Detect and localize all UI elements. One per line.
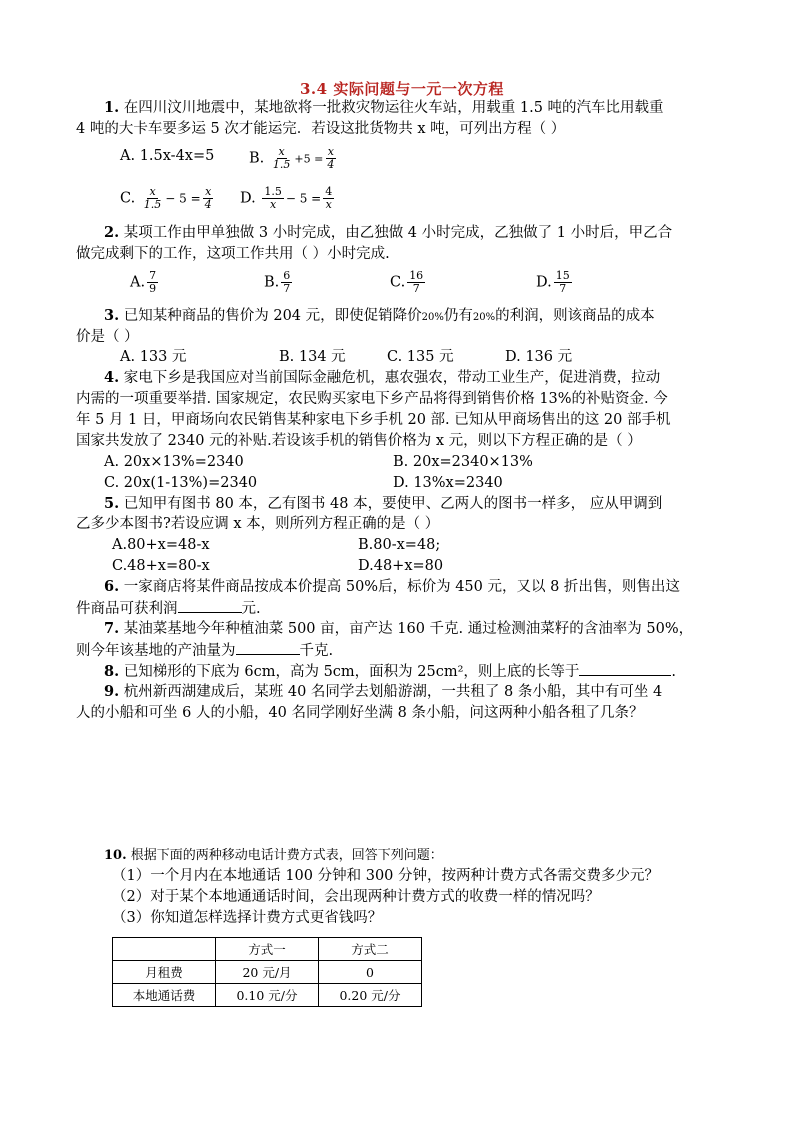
q1-b-frac-1: $\frac{x}{1.5}$ — [272, 145, 291, 171]
q9-number: 9. — [104, 683, 120, 700]
q2-text-1: 某项工作由甲单独做 3 小时完成，由乙独做 4 小时完成，乙独做了 1 小时后，甲乙合 — [123, 225, 673, 241]
q7-answer-blank[interactable] — [236, 640, 300, 655]
q4-text-3: 年 5 月 1 日，甲商场向农民销售某种家电下乡手机 20 部. 已知从甲商场售出的这 20 部手机 — [76, 412, 671, 428]
q1-text-2: 4 吨的大卡车要多运 5 次才能运完．若设这批货物共 x 吨，可列出方程（ ） — [76, 121, 566, 137]
q5-option-d: D.48+x=80 — [358, 558, 444, 574]
q8-line: 8. 已知梯形的下底为 6cm，高为 5cm，面积为 25cm²，则上底的长等于 . — [104, 663, 677, 680]
q3-option-c: C. 135 元 — [387, 349, 454, 365]
q1-option-b-label: B. — [249, 150, 265, 167]
q1-option-a: A. 1.5x-4x=5 — [120, 148, 215, 164]
q10-sub3: （3）你知道怎样选择计费方式更省钱吗？ — [112, 910, 383, 926]
q4-option-b: B. 20x=2340×13% — [393, 454, 533, 470]
q10-sub1: （1）一个月内在本地通话 100 分钟和 300 分钟，按两种计费方式各需交费多少元？ — [112, 868, 660, 884]
q4-text-2: 内需的一项重要举措. 国家规定，农民购买家电下乡产品将得到销售价格 13%的补贴资金. 今 — [76, 391, 668, 407]
q1-text-1: 在四川汶川地震中，某地欲将一批救灾物运往火车站，用载重 1.5 吨的汽车比用载重 — [123, 100, 664, 116]
page-title: 3.4 实际问题与一元一次方程 — [300, 80, 504, 98]
q8-answer-blank[interactable] — [579, 661, 671, 676]
q3-number: 3. — [104, 307, 120, 324]
q6-text-2: 件商品可获利润 元. — [76, 598, 261, 619]
q1-b-frac-2: $\frac{x}{4}$ — [327, 145, 335, 171]
q9-line1: 9. 杭州新西湖建成后，某班 40 名同学去划船游湖，一共租了 8 条小船，其中有可坐 4 — [104, 683, 663, 700]
q4-number: 4. — [104, 369, 120, 386]
q7-text-2: 则今年该基地的产油量为 千克. — [76, 640, 333, 661]
q4-option-d: D. 13%x=2340 — [393, 475, 503, 491]
q2-text-2: 做完成剩下的工作，这项工作共用（ ）小时完成. — [76, 246, 390, 262]
q3-line1: 3. 已知某种商品的售价为 204 元，即使促销降价20%仍有20%的利润，则该商品的成本 — [104, 307, 655, 324]
q5-option-c: C.48+x=80-x — [112, 558, 210, 574]
q5-option-b: B.80-x=48; — [358, 537, 441, 553]
q4-line1: 4. 家电下乡是我国应对当前国际金融危机，惠农强农，带动工业生产，促进消费，拉动 — [104, 369, 661, 386]
q3-text-2: 价是（ ） — [76, 329, 139, 345]
q1-line1 — [104, 98, 664, 118]
fee-table-header-row — [113, 938, 422, 961]
q1-c-frac-2: $\frac{x}{4}$ — [204, 185, 212, 211]
q6-line1: 6. 一家商店将某件商品按成本价提高 50%后，标价为 450 元，又以 8 折出售，则售出这 — [104, 578, 680, 595]
q1-d-frac-2: $\frac{4}{x}$ — [325, 185, 333, 211]
q6-number: 6. — [104, 578, 120, 595]
fee-table — [112, 937, 422, 1007]
q5-line1: 5. 已知甲有图书 80 本，乙有图书 48 本，要使甲、乙两人的图书一样多， 应从甲调到 — [104, 495, 663, 512]
fee-table-cell: 20 元/月 — [216, 961, 319, 984]
q1-c-frac-1: $\frac{x}{1.5}$ — [143, 185, 162, 211]
q2-number: 2. — [104, 224, 120, 241]
table-row — [113, 984, 422, 1007]
q2-line1 — [104, 223, 672, 243]
q4-option-c: C. 20x(1-13%)=2340 — [104, 475, 258, 491]
q10-intro: 10. 根据下面的两种移动电话计费方式表，回答下列问题： — [104, 848, 443, 863]
q4-option-a: A. 20x×13%=2340 — [104, 454, 244, 470]
q10-sub2: （2）对于某个本地通通话时间，会出现两种计费方式的收费一样的情况吗？ — [112, 889, 600, 905]
fee-table-cell: 0.10 元/分 — [216, 984, 319, 1007]
q9-text-2: 人的小船和可坐 6 人的小船，40 名同学刚好坐满 8 条小船，问这两种小船各租了几条？ — [76, 705, 644, 721]
q5-option-a: A.80+x=48-x — [112, 537, 210, 553]
fee-table-header-cell: 方式二 — [319, 938, 422, 961]
q6-answer-blank[interactable] — [178, 598, 242, 613]
q8-number: 8. — [104, 663, 120, 680]
q1-option-b: B. $\frac{x}{1.5}$ +5 = $\frac{x}{4}$ — [249, 145, 335, 171]
q3-option-d: D. 136 元 — [505, 349, 573, 365]
q4-text-4: 国家共发放了 2340 元的补贴.若设该手机的销售价格为 x 元，则以下方程正确的是（ ） — [76, 433, 642, 449]
q3-option-a: A. 133 元 — [120, 349, 187, 365]
q1-option-d: D. $\frac{1.5}{x}$ − 5 = $\frac{4}{x}$ — [240, 185, 333, 211]
q2-option-a: A. $\frac{7}{9}$ — [130, 269, 157, 295]
fee-table-cell: 月租费 — [113, 961, 216, 984]
fee-table-header-cell: 方式一 — [216, 938, 319, 961]
q1-option-c: C. $\frac{x}{1.5}$ − 5 = $\frac{x}{4}$ — [120, 185, 212, 211]
fee-table-cell: 本地通话费 — [113, 984, 216, 1007]
fee-table-cell: 0 — [319, 961, 422, 984]
q2-option-d: D. $\frac{15}{7}$ — [536, 269, 570, 295]
q3-option-b: B. 134 元 — [279, 349, 346, 365]
q2-option-c: C. $\frac{16}{7}$ — [390, 269, 424, 295]
q5-number: 5. — [104, 495, 120, 512]
q2-option-b: B. $\frac{6}{7}$ — [264, 269, 291, 295]
q7-line1: 7. 某油菜基地今年种植油菜 500 亩，亩产达 160 千克. 通过检测油菜籽的含油率为 50%， — [104, 620, 694, 637]
table-row — [113, 961, 422, 984]
q5-text-2: 乙多少本图书?若设应调 x 本，则所列方程正确的是（ ） — [76, 516, 440, 532]
q7-number: 7. — [104, 620, 120, 637]
q1-number: 1. — [104, 99, 120, 116]
q1-d-frac-1: $\frac{1.5}{x}$ — [264, 185, 282, 211]
fee-table-cell: 0.20 元/分 — [319, 984, 422, 1007]
q10-number: 10. — [104, 848, 127, 863]
fee-table-header-cell — [113, 938, 216, 961]
